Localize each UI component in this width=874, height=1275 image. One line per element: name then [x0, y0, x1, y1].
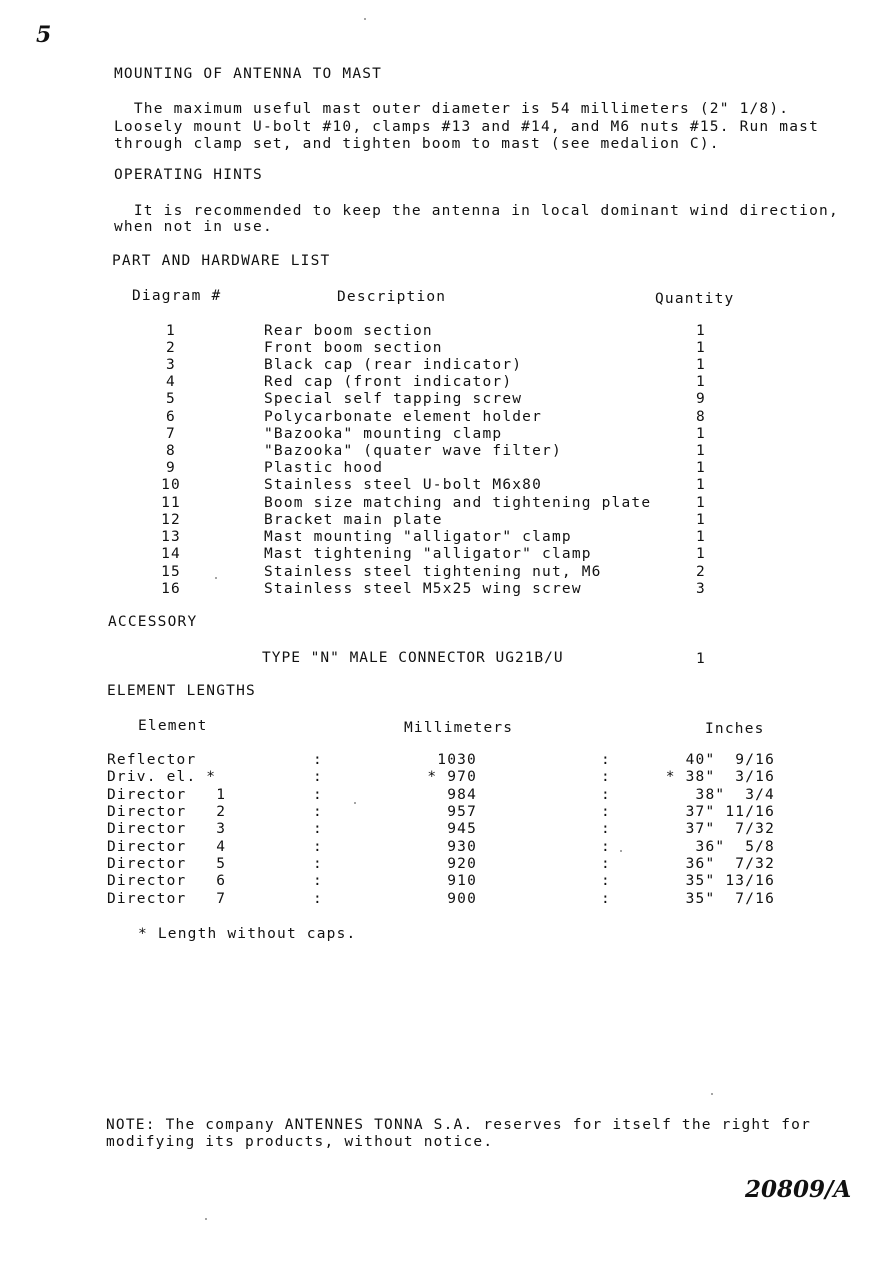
- separator: :: [313, 856, 323, 872]
- part-number: 11: [161, 495, 181, 511]
- part-description: Rear boom section: [264, 323, 433, 339]
- page-number-mark: 5: [36, 22, 52, 48]
- element-inches: 35" 13/16: [685, 873, 775, 889]
- element-mm: 945: [447, 821, 477, 837]
- part-description: "Bazooka" (quater wave filter): [264, 443, 562, 459]
- parts-row: [0, 546, 874, 563]
- handwritten-reference: 20809/A: [745, 1176, 852, 1203]
- element-inches: * 38" 3/16: [665, 769, 775, 785]
- scan-speck: [354, 802, 356, 804]
- part-number: 5: [166, 391, 176, 407]
- parts-row: [0, 409, 874, 426]
- scan-speck: [215, 577, 217, 579]
- lengths-row: [0, 804, 874, 821]
- lengths-col-element: Element: [138, 718, 208, 734]
- part-description: Red cap (front indicator): [264, 374, 513, 390]
- separator: :: [313, 873, 323, 889]
- separator: :: [601, 769, 611, 785]
- hints-heading: OPERATING HINTS: [114, 167, 263, 183]
- parts-row: [0, 340, 874, 357]
- part-quantity: 1: [696, 357, 706, 373]
- scan-speck: [711, 1093, 713, 1095]
- element-inches: 36" 5/8: [695, 839, 775, 855]
- element-mm: 1030: [437, 752, 477, 768]
- lengths-row: [0, 856, 874, 873]
- element-inches: 36" 7/32: [685, 856, 775, 872]
- part-number: 7: [166, 426, 176, 442]
- separator: :: [601, 873, 611, 889]
- lengths-footnote: * Length without caps.: [138, 926, 357, 942]
- part-description: Mast tightening "alligator" clamp: [264, 546, 592, 562]
- hints-line-2: when not in use.: [114, 219, 273, 235]
- part-description: Polycarbonate element holder: [264, 409, 543, 425]
- part-quantity: 1: [696, 546, 706, 562]
- element-name: Director 1: [107, 787, 227, 803]
- element-mm: 930: [447, 839, 477, 855]
- parts-row: [0, 374, 874, 391]
- part-quantity: 1: [696, 460, 706, 476]
- element-inches: 37" 7/32: [685, 821, 775, 837]
- element-inches: 40" 9/16: [685, 752, 775, 768]
- element-mm: 920: [447, 856, 477, 872]
- part-description: Mast mounting "alligator" clamp: [264, 529, 572, 545]
- part-number: 12: [161, 512, 181, 528]
- parts-row: [0, 443, 874, 460]
- element-name: Director 7: [107, 891, 227, 907]
- element-name: Director 2: [107, 804, 227, 820]
- part-number: 4: [166, 374, 176, 390]
- separator: :: [313, 804, 323, 820]
- scan-speck: [205, 1218, 207, 1220]
- accessory-quantity: 1: [696, 651, 706, 667]
- separator: :: [601, 787, 611, 803]
- separator: :: [601, 804, 611, 820]
- parts-row: [0, 323, 874, 340]
- element-inches: 38" 3/4: [695, 787, 775, 803]
- part-description: Stainless steel tightening nut, M6: [264, 564, 602, 580]
- separator: :: [313, 769, 323, 785]
- part-description: Plastic hood: [264, 460, 384, 476]
- lengths-row: [0, 891, 874, 908]
- lengths-heading: ELEMENT LENGTHS: [107, 683, 256, 699]
- accessory-heading: ACCESSORY: [108, 614, 198, 630]
- part-quantity: 9: [696, 391, 706, 407]
- part-quantity: 8: [696, 409, 706, 425]
- parts-row: [0, 357, 874, 374]
- parts-col-quantity: Quantity: [655, 291, 735, 307]
- part-description: Front boom section: [264, 340, 443, 356]
- accessory-item: TYPE "N" MALE CONNECTOR UG21B/U: [262, 650, 564, 666]
- part-quantity: 1: [696, 340, 706, 356]
- part-quantity: 1: [696, 477, 706, 493]
- element-mm: 900: [447, 891, 477, 907]
- mounting-heading: MOUNTING OF ANTENNA TO MAST: [114, 66, 383, 82]
- mounting-line-2: Loosely mount U-bolt #10, clamps #13 and #14, and M6 nuts #15. Run mast: [114, 119, 820, 135]
- part-quantity: 1: [696, 443, 706, 459]
- part-quantity: 1: [696, 323, 706, 339]
- parts-row: [0, 512, 874, 529]
- part-quantity: 3: [696, 581, 706, 597]
- part-number: 8: [166, 443, 176, 459]
- element-name: Director 6: [107, 873, 227, 889]
- element-name: Director 5: [107, 856, 227, 872]
- mounting-line-1: The maximum useful mast outer diameter is 54 millimeters (2" 1/8).: [114, 101, 790, 117]
- element-inches: 37" 11/16: [685, 804, 775, 820]
- part-number: 1: [166, 323, 176, 339]
- separator: :: [601, 839, 611, 855]
- part-quantity: 1: [696, 426, 706, 442]
- separator: :: [601, 856, 611, 872]
- parts-col-description: Description: [337, 289, 447, 305]
- parts-row: [0, 426, 874, 443]
- part-number: 14: [161, 546, 181, 562]
- lengths-row: [0, 752, 874, 769]
- part-number: 13: [161, 529, 181, 545]
- note-line-2: modifying its products, without notice.: [106, 1134, 494, 1150]
- element-mm: 957: [447, 804, 477, 820]
- separator: :: [601, 891, 611, 907]
- lengths-col-inches: Inches: [705, 721, 765, 737]
- part-quantity: 2: [696, 564, 706, 580]
- separator: :: [601, 752, 611, 768]
- parts-row: [0, 495, 874, 512]
- part-number: 10: [161, 477, 181, 493]
- part-description: Stainless steel M5x25 wing screw: [264, 581, 582, 597]
- part-number: 16: [161, 581, 181, 597]
- part-description: "Bazooka" mounting clamp: [264, 426, 503, 442]
- part-quantity: 1: [696, 495, 706, 511]
- lengths-row: [0, 769, 874, 786]
- part-number: 9: [166, 460, 176, 476]
- parts-row: [0, 564, 874, 581]
- lengths-row: [0, 873, 874, 890]
- parts-row: [0, 529, 874, 546]
- part-number: 15: [161, 564, 181, 580]
- separator: :: [313, 752, 323, 768]
- part-number: 3: [166, 357, 176, 373]
- parts-row: [0, 477, 874, 494]
- lengths-row: [0, 839, 874, 856]
- element-mm: 984: [447, 787, 477, 803]
- separator: :: [313, 839, 323, 855]
- part-description: Bracket main plate: [264, 512, 443, 528]
- mounting-line-3: through clamp set, and tighten boom to mast (see medalion C).: [114, 136, 720, 152]
- separator: :: [313, 891, 323, 907]
- parts-row: [0, 391, 874, 408]
- hints-line-1: It is recommended to keep the antenna in local dominant wind direction,: [114, 203, 839, 219]
- part-quantity: 1: [696, 374, 706, 390]
- element-inches: 35" 7/16: [685, 891, 775, 907]
- element-name: Director 3: [107, 821, 227, 837]
- scan-speck: [620, 850, 622, 852]
- part-description: Boom size matching and tightening plate: [264, 495, 652, 511]
- lengths-row: [0, 787, 874, 804]
- element-name: Driv. el. *: [107, 769, 217, 785]
- part-description: Black cap (rear indicator): [264, 357, 523, 373]
- part-quantity: 1: [696, 529, 706, 545]
- part-description: Special self tapping screw: [264, 391, 523, 407]
- separator: :: [313, 821, 323, 837]
- separator: :: [313, 787, 323, 803]
- parts-heading: PART AND HARDWARE LIST: [112, 253, 331, 269]
- lengths-row: [0, 821, 874, 838]
- part-number: 6: [166, 409, 176, 425]
- parts-row: [0, 460, 874, 477]
- element-name: Director 4: [107, 839, 227, 855]
- lengths-col-millimeters: Millimeters: [404, 720, 514, 736]
- part-number: 2: [166, 340, 176, 356]
- separator: :: [601, 821, 611, 837]
- parts-row: [0, 581, 874, 598]
- part-description: Stainless steel U-bolt M6x80: [264, 477, 543, 493]
- element-mm: * 970: [427, 769, 477, 785]
- element-mm: 910: [447, 873, 477, 889]
- note-line-1: NOTE: The company ANTENNES TONNA S.A. reserves for itself the right for: [106, 1117, 812, 1133]
- parts-col-diagram: Diagram #: [132, 288, 222, 304]
- scan-speck: [364, 18, 366, 20]
- part-quantity: 1: [696, 512, 706, 528]
- element-name: Reflector: [107, 752, 197, 768]
